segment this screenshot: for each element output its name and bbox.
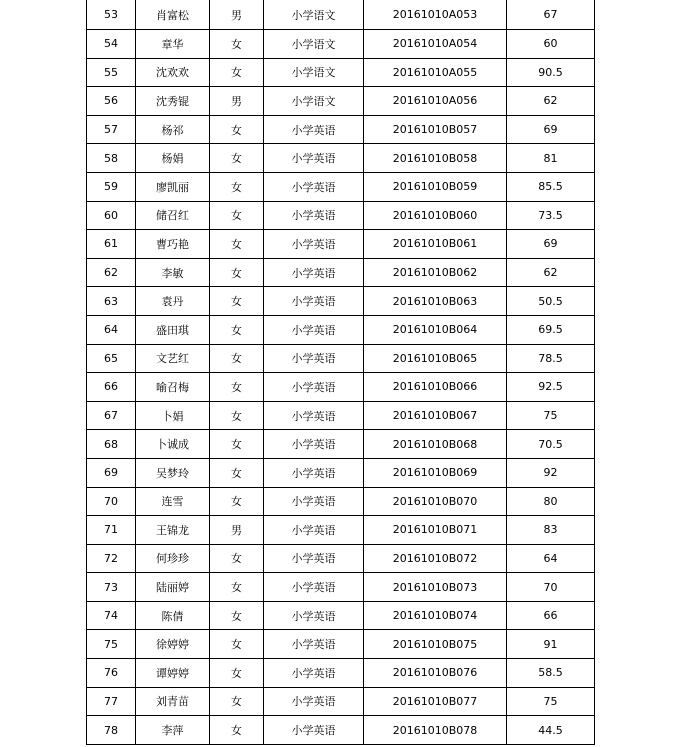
subject-cell: 小学语文 — [264, 30, 364, 59]
table-row — [87, 115, 595, 144]
exam-id-cell: 20161010B063 — [364, 287, 507, 316]
exam-id-cell: 20161010B062 — [364, 258, 507, 287]
gender-cell: 女 — [210, 601, 264, 630]
exam-id-cell: 20161010B066 — [364, 373, 507, 402]
row-number-cell: 66 — [87, 373, 136, 402]
name-cell: 王锦龙 — [136, 516, 210, 545]
exam-id-cell: 20161010B060 — [364, 201, 507, 230]
score-cell: 78.5 — [507, 344, 595, 373]
score-cell: 80 — [507, 487, 595, 516]
score-cell: 75 — [507, 401, 595, 430]
name-cell: 肖富松 — [136, 0, 210, 30]
row-number-cell: 75 — [87, 630, 136, 659]
row-number-cell: 61 — [87, 230, 136, 259]
name-cell: 谭婷婷 — [136, 659, 210, 688]
gender-cell: 女 — [210, 487, 264, 516]
name-cell: 杨娟 — [136, 144, 210, 173]
subject-cell: 小学英语 — [264, 573, 364, 602]
exam-id-cell: 20161010B067 — [364, 401, 507, 430]
gender-cell: 女 — [210, 544, 264, 573]
row-number-cell: 74 — [87, 601, 136, 630]
name-cell: 盛田琪 — [136, 315, 210, 344]
row-number-cell: 56 — [87, 87, 136, 116]
score-cell: 67 — [507, 0, 595, 30]
gender-cell: 女 — [210, 172, 264, 201]
subject-cell: 小学英语 — [264, 258, 364, 287]
row-number-cell: 72 — [87, 544, 136, 573]
score-cell: 58.5 — [507, 659, 595, 688]
gender-cell: 女 — [210, 630, 264, 659]
score-cell: 69 — [507, 115, 595, 144]
table-row — [87, 30, 595, 59]
score-cell: 60 — [507, 30, 595, 59]
gender-cell: 女 — [210, 230, 264, 259]
exam-id-cell: 20161010B057 — [364, 115, 507, 144]
score-cell: 90.5 — [507, 58, 595, 87]
gender-cell: 女 — [210, 716, 264, 745]
name-cell: 连雪 — [136, 487, 210, 516]
score-cell: 70 — [507, 573, 595, 602]
score-cell: 92.5 — [507, 373, 595, 402]
subject-cell: 小学英语 — [264, 344, 364, 373]
subject-cell: 小学英语 — [264, 516, 364, 545]
gender-cell: 女 — [210, 401, 264, 430]
subject-cell: 小学英语 — [264, 630, 364, 659]
exam-id-cell: 20161010B069 — [364, 458, 507, 487]
gender-cell: 女 — [210, 687, 264, 716]
row-number-cell: 69 — [87, 458, 136, 487]
row-number-cell: 60 — [87, 201, 136, 230]
row-number-cell: 57 — [87, 115, 136, 144]
name-cell: 袁丹 — [136, 287, 210, 316]
table-row — [87, 601, 595, 630]
gender-cell: 女 — [210, 30, 264, 59]
name-cell: 陆丽婷 — [136, 573, 210, 602]
subject-cell: 小学英语 — [264, 201, 364, 230]
table-body — [87, 0, 595, 744]
name-cell: 李萍 — [136, 716, 210, 745]
table-row — [87, 573, 595, 602]
score-cell: 44.5 — [507, 716, 595, 745]
name-cell: 文艺红 — [136, 344, 210, 373]
row-number-cell: 54 — [87, 30, 136, 59]
subject-cell: 小学英语 — [264, 430, 364, 459]
gender-cell: 女 — [210, 458, 264, 487]
subject-cell: 小学英语 — [264, 487, 364, 516]
table-row — [87, 544, 595, 573]
exam-id-cell: 20161010B074 — [364, 601, 507, 630]
score-cell: 83 — [507, 516, 595, 545]
subject-cell: 小学英语 — [264, 716, 364, 745]
gender-cell: 男 — [210, 87, 264, 116]
row-number-cell: 71 — [87, 516, 136, 545]
row-number-cell: 59 — [87, 172, 136, 201]
exam-id-cell: 20161010B061 — [364, 230, 507, 259]
subject-cell: 小学英语 — [264, 659, 364, 688]
row-number-cell: 76 — [87, 659, 136, 688]
name-cell: 刘青苗 — [136, 687, 210, 716]
row-number-cell: 65 — [87, 344, 136, 373]
gender-cell: 女 — [210, 287, 264, 316]
row-number-cell: 63 — [87, 287, 136, 316]
subject-cell: 小学英语 — [264, 144, 364, 173]
table-row — [87, 401, 595, 430]
score-cell: 91 — [507, 630, 595, 659]
gender-cell: 女 — [210, 258, 264, 287]
subject-cell: 小学语文 — [264, 87, 364, 116]
table-row — [87, 516, 595, 545]
gender-cell: 女 — [210, 659, 264, 688]
exam-id-cell: 20161010B065 — [364, 344, 507, 373]
table-row — [87, 373, 595, 402]
subject-cell: 小学英语 — [264, 687, 364, 716]
row-number-cell: 68 — [87, 430, 136, 459]
exam-id-cell: 20161010A056 — [364, 87, 507, 116]
exam-id-cell: 20161010B076 — [364, 659, 507, 688]
score-cell: 75 — [507, 687, 595, 716]
table-row — [87, 315, 595, 344]
row-number-cell: 55 — [87, 58, 136, 87]
score-cell: 85.5 — [507, 172, 595, 201]
score-cell: 62 — [507, 258, 595, 287]
table-row — [87, 0, 595, 30]
table-row — [87, 144, 595, 173]
score-cell: 73.5 — [507, 201, 595, 230]
gender-cell: 女 — [210, 373, 264, 402]
table-row — [87, 344, 595, 373]
row-number-cell: 62 — [87, 258, 136, 287]
gender-cell: 男 — [210, 516, 264, 545]
subject-cell: 小学英语 — [264, 601, 364, 630]
subject-cell: 小学英语 — [264, 115, 364, 144]
subject-cell: 小学英语 — [264, 172, 364, 201]
row-number-cell: 73 — [87, 573, 136, 602]
table-row — [87, 287, 595, 316]
row-number-cell: 58 — [87, 144, 136, 173]
table-row — [87, 87, 595, 116]
exam-id-cell: 20161010B058 — [364, 144, 507, 173]
name-cell: 储召红 — [136, 201, 210, 230]
name-cell: 何珍珍 — [136, 544, 210, 573]
subject-cell: 小学英语 — [264, 287, 364, 316]
name-cell: 喻召梅 — [136, 373, 210, 402]
exam-id-cell: 20161010A055 — [364, 58, 507, 87]
gender-cell: 女 — [210, 201, 264, 230]
gender-cell: 女 — [210, 344, 264, 373]
table-row — [87, 716, 595, 745]
name-cell: 陈倩 — [136, 601, 210, 630]
gender-cell: 女 — [210, 58, 264, 87]
exam-id-cell: 20161010B075 — [364, 630, 507, 659]
table-row — [87, 458, 595, 487]
name-cell: 沈欢欢 — [136, 58, 210, 87]
table-row — [87, 687, 595, 716]
exam-id-cell: 20161010B078 — [364, 716, 507, 745]
subject-cell: 小学英语 — [264, 458, 364, 487]
exam-id-cell: 20161010A053 — [364, 0, 507, 30]
exam-id-cell: 20161010B073 — [364, 573, 507, 602]
score-cell: 70.5 — [507, 430, 595, 459]
name-cell: 徐婷婷 — [136, 630, 210, 659]
score-cell: 69.5 — [507, 315, 595, 344]
table-row — [87, 201, 595, 230]
name-cell: 卜娟 — [136, 401, 210, 430]
results-table — [86, 0, 595, 745]
subject-cell: 小学英语 — [264, 315, 364, 344]
score-cell: 50.5 — [507, 287, 595, 316]
subject-cell: 小学语文 — [264, 0, 364, 30]
subject-cell: 小学语文 — [264, 58, 364, 87]
row-number-cell: 67 — [87, 401, 136, 430]
subject-cell: 小学英语 — [264, 401, 364, 430]
subject-cell: 小学英语 — [264, 373, 364, 402]
row-number-cell: 77 — [87, 687, 136, 716]
gender-cell: 女 — [210, 115, 264, 144]
name-cell: 曹巧艳 — [136, 230, 210, 259]
name-cell: 章华 — [136, 30, 210, 59]
table-row — [87, 58, 595, 87]
exam-id-cell: 20161010A054 — [364, 30, 507, 59]
table-row — [87, 487, 595, 516]
gender-cell: 男 — [210, 0, 264, 30]
score-cell: 92 — [507, 458, 595, 487]
exam-id-cell: 20161010B059 — [364, 172, 507, 201]
table-row — [87, 230, 595, 259]
exam-id-cell: 20161010B064 — [364, 315, 507, 344]
name-cell: 杨祁 — [136, 115, 210, 144]
exam-id-cell: 20161010B072 — [364, 544, 507, 573]
gender-cell: 女 — [210, 573, 264, 602]
name-cell: 廖凯丽 — [136, 172, 210, 201]
name-cell: 卜诚成 — [136, 430, 210, 459]
table-row — [87, 430, 595, 459]
name-cell: 沈秀锟 — [136, 87, 210, 116]
row-number-cell: 53 — [87, 0, 136, 30]
gender-cell: 女 — [210, 430, 264, 459]
score-cell: 64 — [507, 544, 595, 573]
name-cell: 李敏 — [136, 258, 210, 287]
score-cell: 69 — [507, 230, 595, 259]
score-cell: 81 — [507, 144, 595, 173]
exam-id-cell: 20161010B068 — [364, 430, 507, 459]
table-row — [87, 258, 595, 287]
row-number-cell: 64 — [87, 315, 136, 344]
subject-cell: 小学英语 — [264, 544, 364, 573]
table-row — [87, 172, 595, 201]
exam-id-cell: 20161010B071 — [364, 516, 507, 545]
exam-id-cell: 20161010B070 — [364, 487, 507, 516]
gender-cell: 女 — [210, 315, 264, 344]
subject-cell: 小学英语 — [264, 230, 364, 259]
gender-cell: 女 — [210, 144, 264, 173]
name-cell: 吴梦玲 — [136, 458, 210, 487]
row-number-cell: 70 — [87, 487, 136, 516]
table-row — [87, 630, 595, 659]
score-cell: 62 — [507, 87, 595, 116]
exam-id-cell: 20161010B077 — [364, 687, 507, 716]
row-number-cell: 78 — [87, 716, 136, 745]
table-row — [87, 659, 595, 688]
score-cell: 66 — [507, 601, 595, 630]
